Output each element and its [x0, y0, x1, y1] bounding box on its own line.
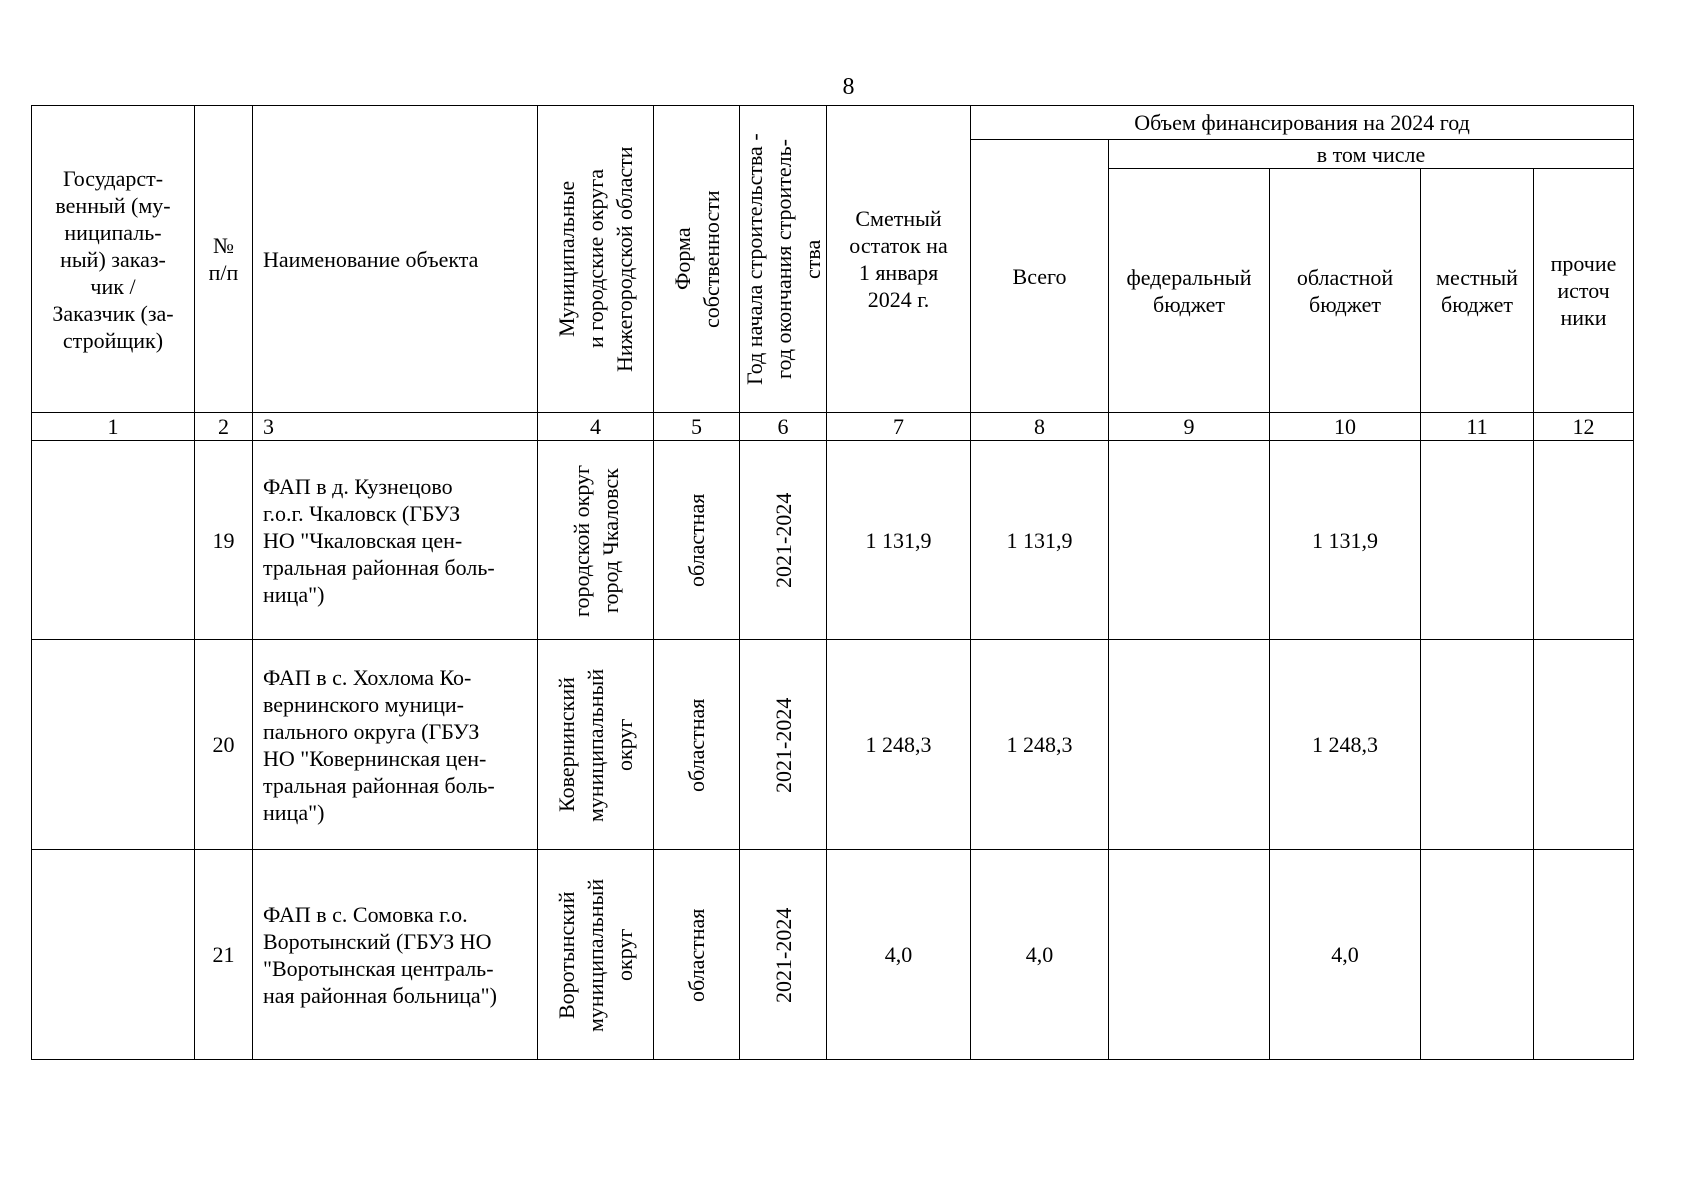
cell-ownership: областная [654, 850, 740, 1060]
cell-regional: 1 248,3 [1270, 640, 1421, 850]
object-line: ФАП в с. Сомовка г.о. [263, 901, 468, 927]
object-line: тральная районная боль- [263, 554, 495, 580]
column-number: 3 [253, 413, 538, 441]
cell-federal [1109, 640, 1270, 850]
cell-municipality: городской округ город Чкаловск [538, 441, 654, 640]
cell-other [1534, 441, 1634, 640]
cell-total: 1 131,9 [971, 441, 1109, 640]
header-estimated-balance: Сметный остаток на 1 января 2024 г. [827, 106, 971, 413]
cell-object-name [253, 640, 538, 850]
financing-table [31, 105, 1634, 1060]
object-line: вернинского муници- [263, 691, 464, 717]
cell-other [1534, 640, 1634, 850]
cell-customer [32, 640, 195, 850]
header-construction-years: Год начала строительства - год окончания строитель- ства [740, 106, 827, 413]
cell-local [1421, 640, 1534, 850]
header-other-sources: прочие источ ники [1534, 169, 1634, 413]
column-number: 6 [740, 413, 827, 441]
cell-other [1534, 850, 1634, 1060]
header-regional-budget: областной бюджет [1270, 169, 1421, 413]
object-line: пального округа (ГБУЗ [263, 718, 480, 744]
cell-municipality: Ковернинский муниципальный округ [538, 640, 654, 850]
header-federal-budget: федеральный бюджет [1109, 169, 1270, 413]
column-number: 12 [1534, 413, 1634, 441]
cell-ownership: областная [654, 441, 740, 640]
cell-object-name [253, 441, 538, 640]
header-object-name: Наименование объекта [253, 106, 538, 413]
cell-customer [32, 441, 195, 640]
cell-federal [1109, 441, 1270, 640]
table-row [32, 850, 1634, 1060]
header-row-top [32, 106, 1634, 140]
object-line: ФАП в с. Хохлома Ко- [263, 664, 472, 690]
cell-regional: 4,0 [1270, 850, 1421, 1060]
header-municipality: Муниципальные и городские округа Нижегородской области [538, 106, 654, 413]
column-number: 2 [195, 413, 253, 441]
table-row [32, 441, 1634, 640]
cell-local [1421, 441, 1534, 640]
object-line: НО "Ковернинская цен- [263, 745, 487, 771]
cell-ownership: областная [654, 640, 740, 850]
cell-estimated-balance: 1 248,3 [827, 640, 971, 850]
object-line: НО "Чкаловская цен- [263, 527, 463, 553]
header-local-budget: местный бюджет [1421, 169, 1534, 413]
header-ownership: Форма собственности [654, 106, 740, 413]
cell-number: 21 [195, 850, 253, 1060]
object-line: Воротынский (ГБУЗ НО [263, 928, 492, 954]
cell-estimated-balance: 4,0 [827, 850, 971, 1060]
table-row [32, 640, 1634, 850]
column-number: 10 [1270, 413, 1421, 441]
cell-municipality: Воротынский муниципальный округ [538, 850, 654, 1060]
object-line: ная районная больница") [263, 982, 497, 1008]
column-number: 5 [654, 413, 740, 441]
object-line: ница") [263, 799, 325, 825]
header-customer: Государст- венный (му- ниципаль- ный) заказ- чик / Заказчик (за- стройщик) [32, 106, 195, 413]
cell-total: 1 248,3 [971, 640, 1109, 850]
cell-total: 4,0 [971, 850, 1109, 1060]
object-line: "Воротынская централь- [263, 955, 494, 981]
column-number: 8 [971, 413, 1109, 441]
object-line: ФАП в д. Кузнецово [263, 473, 453, 499]
cell-customer [32, 850, 195, 1060]
column-number: 4 [538, 413, 654, 441]
page-number: 8 [842, 74, 855, 100]
cell-object-name [253, 850, 538, 1060]
header-number: № п/п [195, 106, 253, 413]
header-funding-volume: Объем финансирования на 2024 год [971, 106, 1634, 140]
cell-number: 19 [195, 441, 253, 640]
cell-number: 20 [195, 640, 253, 850]
object-line: г.о.г. Чкаловск (ГБУЗ [263, 500, 461, 526]
cell-years: 2021-2024 [740, 441, 827, 640]
column-number: 7 [827, 413, 971, 441]
header-total: Всего [971, 140, 1109, 413]
cell-years: 2021-2024 [740, 640, 827, 850]
cell-years: 2021-2024 [740, 850, 827, 1060]
column-number: 11 [1421, 413, 1534, 441]
column-number: 9 [1109, 413, 1270, 441]
cell-local [1421, 850, 1534, 1060]
cell-federal [1109, 850, 1270, 1060]
cell-regional: 1 131,9 [1270, 441, 1421, 640]
column-number: 1 [32, 413, 195, 441]
header-including: в том числе [1109, 140, 1634, 169]
column-number-row [32, 413, 1634, 441]
object-line: ница") [263, 581, 325, 607]
cell-estimated-balance: 1 131,9 [827, 441, 971, 640]
object-line: тральная районная боль- [263, 772, 495, 798]
